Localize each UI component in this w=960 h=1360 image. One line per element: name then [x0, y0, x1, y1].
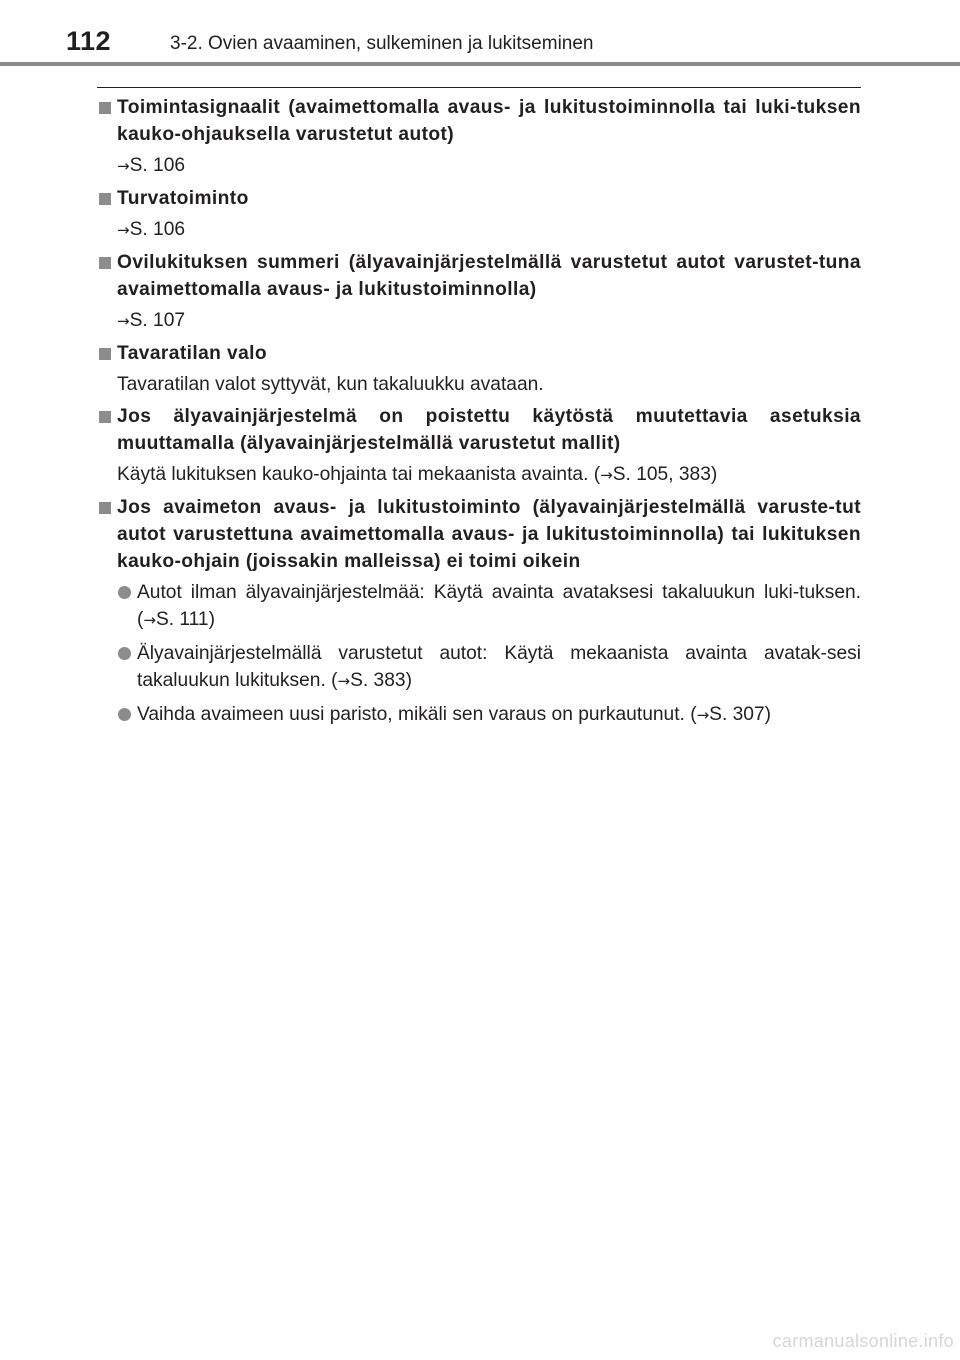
- square-bullet-icon: [99, 411, 111, 423]
- reference-text: S. 307): [709, 704, 772, 725]
- arrow-right-icon: →: [117, 157, 130, 175]
- section-turvatoiminto: [97, 185, 861, 244]
- reference-text: S. 105, 383): [612, 464, 718, 485]
- square-bullet-icon: [99, 348, 111, 360]
- header-rule: [0, 62, 960, 66]
- section-ovilukituksen-summeri: [97, 249, 861, 335]
- content-top-rule: [97, 87, 861, 88]
- arrow-right-icon: →: [117, 221, 130, 239]
- section-alyavain-poistettu: [97, 403, 861, 489]
- arrow-right-icon: →: [337, 672, 351, 690]
- list-item: [117, 640, 861, 695]
- round-bullet-icon: [118, 647, 131, 660]
- section-toimintasignaalit: [97, 94, 861, 180]
- bullet-text: Älyavainjärjestelmällä varustetut autot: Käytä mekaanista avainta avatak-sesi takaluukun lukituksen. (: [137, 643, 861, 691]
- square-bullet-icon: [99, 257, 111, 269]
- chapter-title: 3-2. Ovien avaaminen, sulkeminen ja lukitseminen: [170, 33, 594, 54]
- page-number: 112: [66, 26, 112, 56]
- watermark: carmanualsonline.info: [772, 1331, 954, 1351]
- section-heading: Turvatoiminto: [117, 188, 249, 209]
- reference-text: S. 111): [155, 609, 215, 630]
- text-before: Käytä lukituksen kauko-ohjainta tai mekaanista avainta. (: [117, 464, 601, 485]
- section-text: Tavaratilan valot syttyvät, kun takaluukku avataan.: [117, 374, 544, 395]
- section-heading: Tavaratilan valo: [117, 343, 268, 364]
- square-bullet-icon: [99, 102, 111, 114]
- section-heading: Jos älyavainjärjestelmä on poistettu käytöstä muutettavia asetuksia muuttamalla (älyavainjärjestelmällä varustetut mallit): [117, 406, 861, 454]
- square-bullet-icon: [99, 193, 111, 205]
- reference-text: S. 383): [350, 670, 412, 691]
- section-text: [117, 461, 861, 489]
- page-reference: [117, 152, 861, 180]
- reference-text: S. 106: [129, 219, 186, 240]
- section-heading: Jos avaimeton avaus- ja lukitustoiminto (älyavainjärjestelmällä varuste-tut autot varustettuna avaimettomalla avaus- ja lukitustoiminnolla) tai lukituksen kauko-ohjain (joissakin malleissa) ei toimi oikein: [117, 497, 861, 572]
- arrow-right-icon: →: [600, 466, 613, 484]
- section-heading: Ovilukituksen summeri (älyavainjärjestelmällä varustetut autot varustet-tuna avaimettomalla avaus- ja lukitustoiminnolla): [117, 252, 861, 300]
- bullet-text: Autot ilman älyavainjärjestelmää: Käytä avainta avataksesi takaluukun luki-tuksen. (: [137, 582, 861, 630]
- section-avaimeton-ei-toimi: [97, 494, 861, 729]
- page-header: [0, 0, 960, 68]
- round-bullet-icon: [118, 708, 131, 721]
- list-item: [117, 579, 861, 634]
- arrow-right-icon: →: [117, 312, 130, 330]
- bullet-text: Vaihda avaimeen uusi paristo, mikäli sen varaus on purkautunut. (: [137, 704, 697, 725]
- arrow-right-icon: →: [143, 611, 156, 629]
- list-item: [117, 701, 861, 729]
- arrow-right-icon: →: [696, 706, 710, 724]
- square-bullet-icon: [99, 502, 111, 514]
- page-reference: [117, 307, 861, 335]
- page-reference: [117, 216, 861, 244]
- round-bullet-icon: [118, 586, 131, 599]
- content: [97, 94, 861, 735]
- section-heading: Toimintasignaalit (avaimettomalla avaus- ja lukitustoiminnolla tai luki-tuksen kauko-ohjauksella varustetut autot): [117, 97, 861, 145]
- reference-text: S. 107: [129, 310, 186, 331]
- section-tavaratilan-valo: [97, 340, 861, 398]
- reference-text: S. 106: [129, 155, 186, 176]
